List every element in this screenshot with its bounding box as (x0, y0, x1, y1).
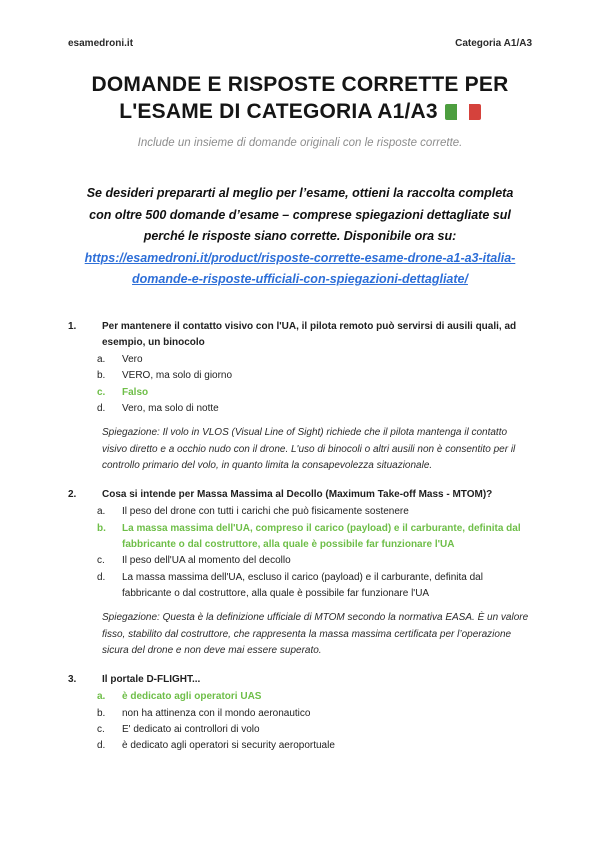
option-letter: c. (97, 386, 106, 398)
question-body (97, 672, 532, 754)
option-letter: a. (97, 354, 106, 366)
option-text: VERO, ma solo di giorno (122, 370, 233, 382)
option-a (97, 352, 532, 368)
option-text: E' dedicato ai controllori di volo (122, 724, 260, 736)
option-list (97, 504, 532, 602)
page-subtitle: Include un insieme di domande originali con le risposte corrette. (137, 137, 463, 149)
page-title (70, 71, 530, 125)
explanation-text: Spiegazione: Questa è la definizione ufficiale di MTOM secondo la normativa EASA. È un valore fisso, stabilito dal costruttore, che rappresenta la massa massima certificata per l’operazione sicura del drone e non deve mai essere superato. (102, 612, 529, 656)
option-text: è dedicato agli operatori si security aeroportuale (122, 740, 335, 752)
option-text: La massa massima dell'UA, compreso il carico (payload) e il carburante, definita dal fabbricante o dal costruttore, alla quale è possibile far funzionare l'UA (122, 522, 521, 551)
italy-flag-icon (445, 104, 481, 120)
option-letter: b. (97, 522, 106, 534)
option-letter: c. (97, 555, 105, 567)
option-letter: b. (97, 707, 106, 719)
page-title-text: DOMANDE E RISPOSTE CORRETTE PER L'ESAME DI CATEGORIA A1/A3 (91, 73, 509, 123)
option-letter: d. (97, 571, 106, 583)
question-body (97, 319, 532, 475)
question-number: 1. (68, 320, 77, 332)
question-number: 2. (68, 489, 77, 501)
explanation-text: Spiegazione: Il volo in VLOS (Visual Line of Sight) richiede che il pilota mantenga il contatto visivo diretto e a occhio nudo con il drone. L'uso di binocoli o altri ausili non è consentito per il controllo primario del volo, in quanto limita la consapevolezza situazionale. (102, 427, 516, 471)
question-item-2 (68, 487, 532, 659)
promo-paragraph (80, 183, 520, 291)
option-text: è dedicato agli operatori UAS (122, 691, 262, 703)
option-letter: c. (97, 724, 105, 736)
question-text: Per mantenere il contatto visivo con l'UA, il pilota remoto può servirsi di ausili quali, ad esempio, un binocolo (102, 320, 517, 348)
category-label: Categoria A1/A3 (455, 38, 532, 49)
option-b-correct (97, 521, 532, 554)
question-list (68, 319, 532, 755)
question-number: 3. (68, 674, 77, 686)
question-text: Cosa si intende per Massa Massima al Decollo (Maximum Take-off Mass - MTOM)? (102, 489, 493, 501)
option-list (97, 689, 532, 754)
option-a-correct (97, 689, 532, 705)
product-link[interactable]: https://esamedroni.it/product/risposte-corrette-esame-drone-a1-a3-italia-domande-e-risposte-ufficiali-con-spiegazioni-dettagliate/ (84, 250, 516, 286)
question-text: Il portale D-FLIGHT... (102, 674, 201, 686)
option-letter: a. (97, 691, 106, 703)
option-letter: d. (97, 402, 106, 414)
option-text: Vero, ma solo di notte (122, 402, 219, 414)
option-letter: b. (97, 370, 106, 382)
option-b (97, 368, 532, 384)
option-list (97, 352, 532, 417)
page-header (68, 38, 532, 49)
option-text: Il peso dell'UA al momento del decollo (122, 555, 291, 567)
option-b (97, 706, 532, 722)
question-body (97, 487, 532, 659)
option-text: Vero (122, 354, 143, 366)
option-text: La massa massima dell'UA, escluso il carico (payload) e il carburante, definita dal fabbricante o dal costruttore, alla quale è possibile far funzionare l'UA (122, 571, 483, 599)
option-letter: a. (97, 506, 106, 518)
option-text: Il peso del drone con tutti i carichi che può fisicamente sostenere (122, 506, 409, 518)
option-text: Falso (122, 386, 149, 398)
option-d (97, 401, 532, 417)
option-d (97, 570, 532, 603)
question-item-1 (68, 319, 532, 475)
option-a (97, 504, 532, 520)
option-c (97, 553, 532, 569)
option-letter: d. (97, 740, 106, 752)
option-d (97, 738, 532, 754)
option-text: non ha attinenza con il mondo aeronautico (122, 707, 311, 719)
promo-text: Se desideri prepararti al meglio per l’esame, ottieni la raccolta completa con oltre 500 domande d’esame – comprese spiegazioni dettagliate sul perché le risposte siano corrette. Disponibile ora su: (86, 186, 514, 243)
site-name: esamedroni.it (68, 38, 134, 49)
question-item-3 (68, 672, 532, 754)
option-c (97, 722, 532, 738)
option-c-correct (97, 385, 532, 401)
